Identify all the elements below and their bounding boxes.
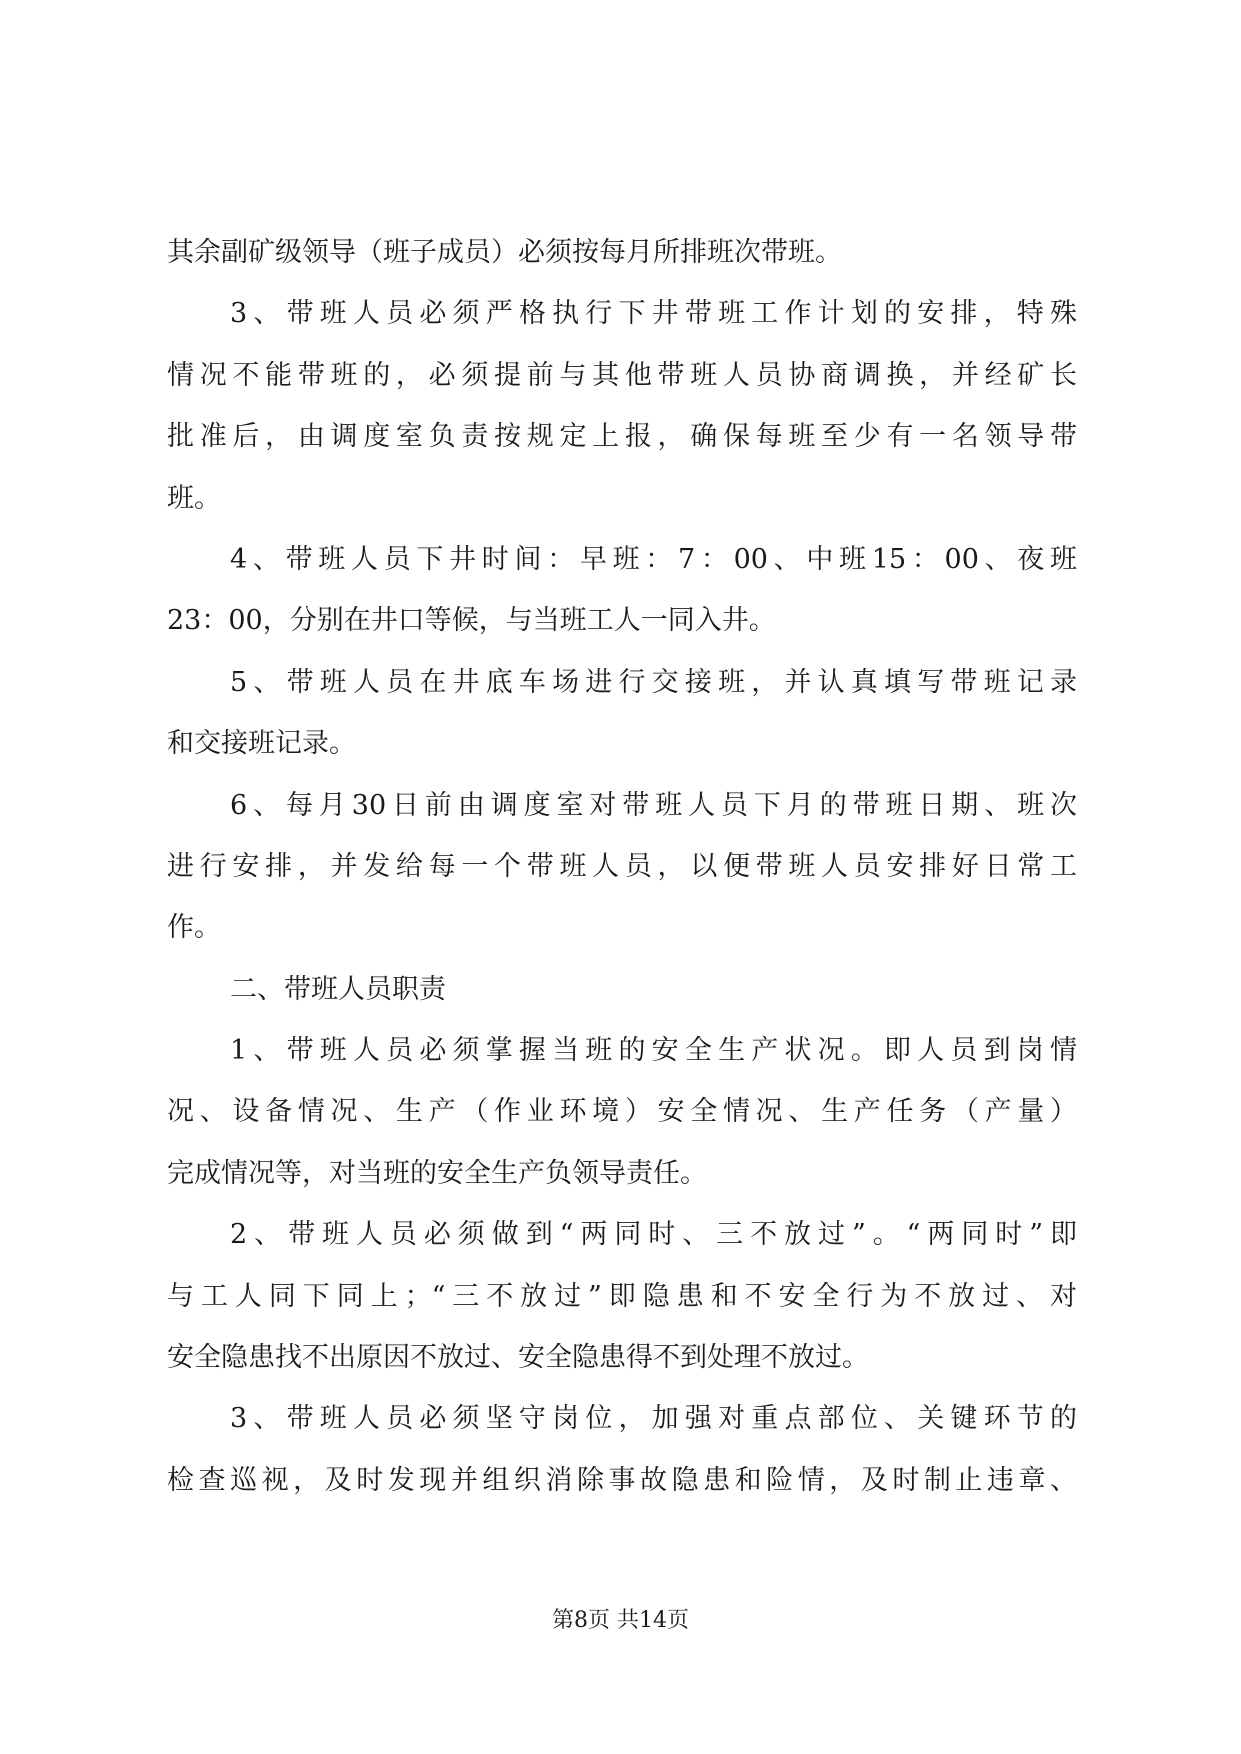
text-line-15: 况、设备情况、生产（作业环境）安全情况、生产任务（产量） [167,1096,1077,1128]
document-body [167,222,1077,1511]
text-line-3: 情况不能带班的，必须提前与其他带班人员协商调换，并经矿长 [167,359,1077,391]
text-line-12: 作。 [167,912,221,944]
text-line-1: 其余副矿级领导（班子成员）必须按每月所排班次带班。 [167,237,842,268]
text-line-17: 2、带班人员必须做到“两同时、三不放过”。“两同时”即 [230,1219,1077,1251]
page-number-footer: 第8页 共14页 [552,1608,689,1633]
text-line-7: 23：00，分别在井口等候，与当班工人一同入井。 [167,605,776,637]
text-line-16: 完成情况等，对当班的安全生产负领导责任。 [167,1157,707,1189]
section-heading: 二、带班人员职责 [230,973,446,1005]
text-line-6: 4、带班人员下井时间：早班：7：00、中班15：00、夜班 [230,543,1077,575]
text-line-18: 与工人同下同上；“三不放过”即隐患和不安全行为不放过、对 [167,1280,1077,1312]
text-line-19: 安全隐患找不出原因不放过、安全隐患得不到处理不放过。 [167,1342,869,1374]
text-line-8: 5、带班人员在井底车场进行交接班，并认真填写带班记录 [230,666,1077,698]
text-line-21: 检查巡视，及时发现并组织消除事故隐患和险情，及时制止违章、 [167,1464,1077,1496]
text-line-2: 3、带班人员必须严格执行下井带班工作计划的安排，特殊 [230,298,1077,330]
text-line-9: 和交接班记录。 [167,728,356,760]
text-line-5: 班。 [167,482,221,514]
text-line-14: 1、带班人员必须掌握当班的安全生产状况。即人员到岗情 [230,1035,1077,1067]
text-line-4: 批准后，由调度室负责按规定上报，确保每班至少有一名领导带 [167,421,1077,453]
text-line-11: 进行安排，并发给每一个带班人员，以便带班人员安排好日常工 [167,850,1077,882]
text-line-20: 3、带班人员必须坚守岗位，加强对重点部位、关键环节的 [230,1403,1077,1435]
text-line-10: 6、每月30日前由调度室对带班人员下月的带班日期、班次 [230,789,1077,821]
